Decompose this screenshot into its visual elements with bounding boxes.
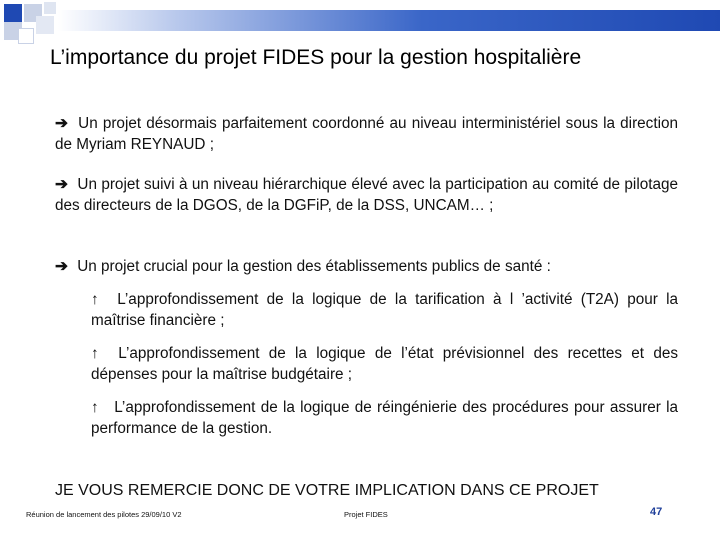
- up-arrow-icon: ↑: [91, 345, 99, 362]
- right-arrow-icon: ➔: [55, 115, 68, 132]
- footer-left: Réunion de lancement des pilotes 29/09/10 V2: [26, 510, 182, 519]
- bullet-3: [55, 256, 678, 277]
- footer-center: Projet FIDES: [344, 510, 388, 519]
- right-arrow-icon: ➔: [55, 258, 68, 275]
- subbullet-1-text: L’approfondissement de la logique de la tarification à l ’activité (T2A) pour la maîtrise financière ;: [91, 291, 678, 329]
- slide-title: L’importance du projet FIDES pour la gestion hospitalière: [50, 46, 582, 69]
- bullet-2: [55, 174, 678, 216]
- subbullet-3-text: L’approfondissement de la logique de réingénierie des procédures pour assurer la performance de la gestion.: [91, 399, 678, 437]
- subbullet-2-text: L’approfondissement de la logique de l’état prévisionnel des recettes et des dépenses pour la maîtrise budgétaire ;: [91, 345, 678, 383]
- subbullet-2: [91, 343, 678, 385]
- decor-square: [36, 16, 54, 34]
- decor-square: [4, 4, 22, 22]
- closing-statement: JE VOUS REMERCIE DONC DE VOTRE IMPLICATION DANS CE PROJET: [55, 482, 599, 499]
- up-arrow-icon: ↑: [91, 399, 99, 416]
- subbullet-1: [91, 289, 678, 331]
- title-bar: [58, 10, 720, 31]
- page-number: 47: [650, 506, 663, 518]
- up-arrow-icon: ↑: [91, 291, 99, 308]
- right-arrow-icon: ➔: [55, 176, 68, 193]
- decor-square: [18, 28, 34, 44]
- bullet-2-text: Un projet suivi à un niveau hiérarchique élevé avec la participation au comité de pilotage des directeurs de la DGOS, de la DGFiP, de la DSS, UNCAM… ;: [55, 176, 678, 214]
- bullet-3-text: Un projet crucial pour la gestion des établissements publics de santé :: [73, 258, 551, 275]
- bullet-1: [55, 113, 678, 155]
- decor-square: [44, 2, 56, 14]
- bullet-1-text: Un projet désormais parfaitement coordonné au niveau interministériel sous la direction de Myriam REYNAUD ;: [55, 115, 678, 153]
- subbullet-3: [91, 397, 678, 439]
